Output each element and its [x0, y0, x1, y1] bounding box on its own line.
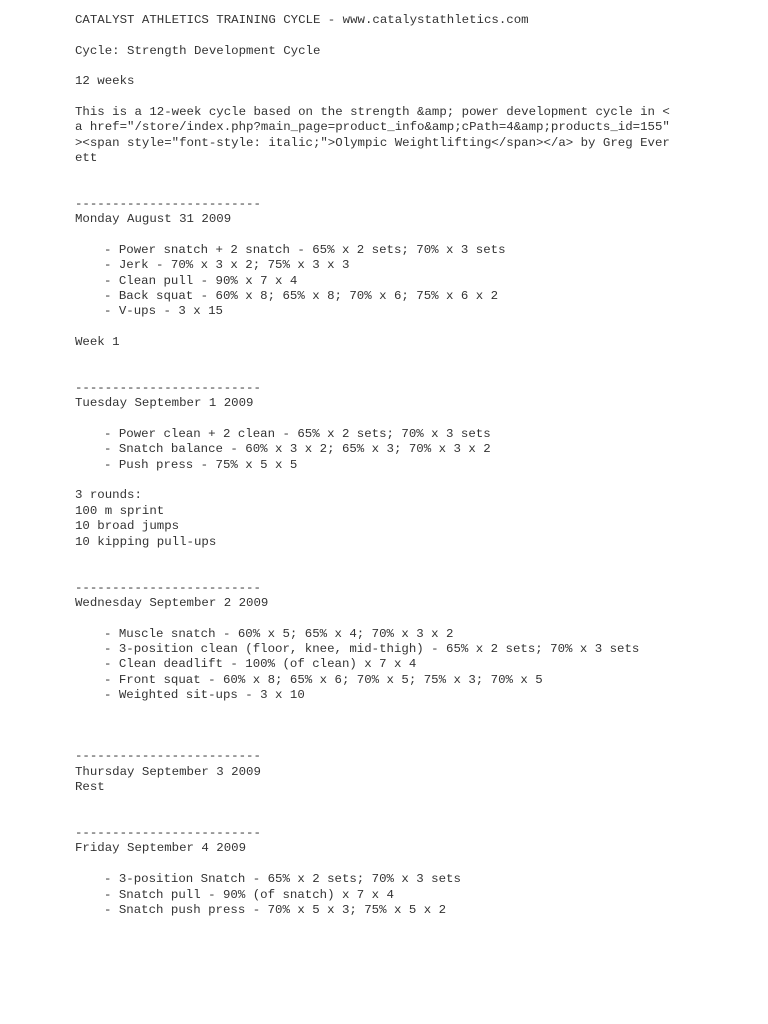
exercise-item: - Back squat - 60% x 8; 65% x 8; 70% x 6; 75% x 6 x 2 — [104, 289, 499, 303]
exercise-item: - Clean pull - 90% x 7 x 4 — [104, 274, 298, 288]
description-line: This is a 12-week cycle based on the strength &amp; power development cycle in < — [75, 105, 670, 119]
day-note: 10 broad jumps — [75, 519, 180, 533]
exercise-item: - Jerk - 70% x 3 x 2; 75% x 3 x 3 — [104, 258, 350, 272]
exercise-item: - 3-position clean (floor, knee, mid-thigh) - 65% x 2 sets; 70% x 3 sets — [104, 642, 640, 656]
exercise-item: - Snatch push press - 70% x 5 x 3; 75% x 5 x 2 — [104, 903, 447, 917]
day-note: Rest — [75, 780, 105, 794]
exercise-item: - Clean deadlift - 100% (of clean) x 7 x 4 — [104, 657, 417, 671]
day-note: 3 rounds: — [75, 488, 142, 502]
exercise-item: - Weighted sit-ups - 3 x 10 — [104, 688, 305, 702]
exercise-item: - Snatch balance - 60% x 3 x 2; 65% x 3; 70% x 3 x 2 — [104, 442, 491, 456]
day-date: Monday August 31 2009 — [75, 212, 232, 226]
day-date: Wednesday September 2 2009 — [75, 596, 269, 610]
cycle-name: Cycle: Strength Development Cycle — [75, 44, 321, 58]
exercise-item: - Snatch pull - 90% (of snatch) x 7 x 4 — [104, 888, 394, 902]
day-separator: ------------------------- — [75, 581, 261, 595]
cycle-duration: 12 weeks — [75, 74, 135, 88]
exercise-item: - V-ups - 3 x 15 — [104, 304, 223, 318]
day-separator: ------------------------- — [75, 826, 261, 840]
exercise-item: - Power snatch + 2 snatch - 65% x 2 sets; 70% x 3 sets — [104, 243, 506, 257]
description-line: ><span style="font-style: italic;">Olympic Weightlifting</span></a> by Greg Ever — [75, 136, 670, 150]
description-line: a href="/store/index.php?main_page=product_info&amp;cPath=4&amp;products_id=155" — [75, 120, 670, 134]
day-date: Tuesday September 1 2009 — [75, 396, 254, 410]
exercise-item: - Front squat - 60% x 8; 65% x 6; 70% x 5; 75% x 3; 70% x 5 — [104, 673, 543, 687]
day-separator: ------------------------- — [75, 381, 261, 395]
exercise-item: - Push press - 75% x 5 x 5 — [104, 458, 298, 472]
day-date: Thursday September 3 2009 — [75, 765, 261, 779]
day-note: 10 kipping pull-ups — [75, 535, 217, 549]
day-date: Friday September 4 2009 — [75, 841, 247, 855]
day-note: Week 1 — [75, 335, 120, 349]
day-note: 100 m sprint — [75, 504, 165, 518]
day-separator: ------------------------- — [75, 197, 261, 211]
day-separator: ------------------------- — [75, 749, 261, 763]
exercise-item: - 3-position Snatch - 65% x 2 sets; 70% x 3 sets — [104, 872, 461, 886]
description-line: ett — [75, 151, 98, 165]
document-header: CATALYST ATHLETICS TRAINING CYCLE - www.catalystathletics.com — [75, 13, 529, 27]
exercise-item: - Muscle snatch - 60% x 5; 65% x 4; 70% x 3 x 2 — [104, 627, 454, 641]
exercise-item: - Power clean + 2 clean - 65% x 2 sets; 70% x 3 sets — [104, 427, 491, 441]
